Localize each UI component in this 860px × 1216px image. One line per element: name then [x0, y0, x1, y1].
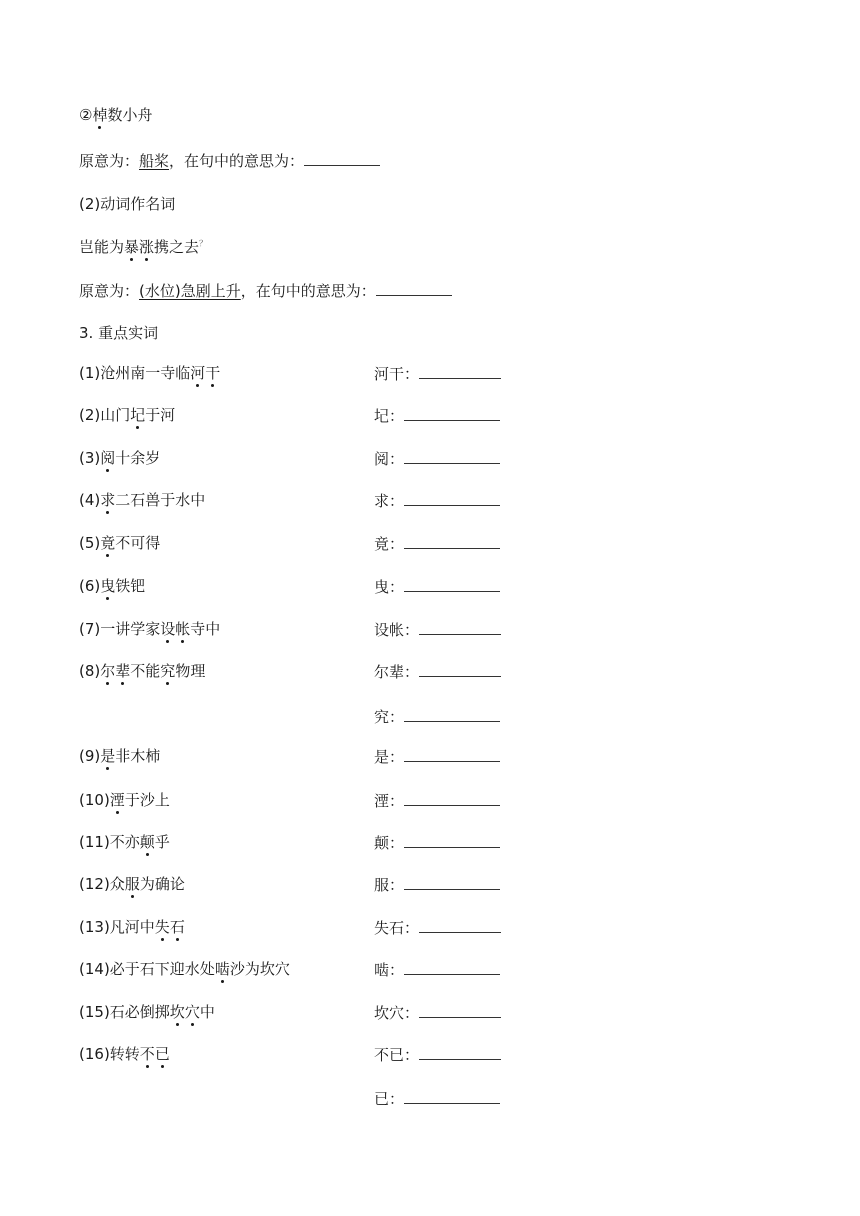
- answer-term: 坎穴：: [374, 1004, 420, 1022]
- question-part: (12)众: [79, 875, 125, 893]
- question-part: (8): [79, 662, 101, 680]
- answer-blank[interactable]: [404, 746, 500, 762]
- emphasis-char: 已: [154, 1045, 170, 1063]
- answer-term: 颠：: [374, 834, 405, 852]
- question-part: 于沙上: [124, 791, 170, 809]
- answer-term: 不已：: [374, 1046, 420, 1064]
- question-part: 寺中: [190, 620, 221, 638]
- emphasis-char: 棹: [92, 106, 108, 124]
- answer-blank[interactable]: [376, 280, 452, 296]
- question-part: (7)一讲学家: [79, 620, 161, 638]
- answer-label: [374, 1088, 500, 1109]
- answer-label: [374, 746, 500, 767]
- answer-blank[interactable]: [404, 448, 500, 464]
- answer-label: [374, 706, 500, 727]
- answer-blank[interactable]: [404, 533, 500, 549]
- answer-term: 竟：: [374, 535, 405, 553]
- answer-label: [374, 661, 501, 682]
- vocab-row: [79, 1002, 519, 1022]
- question-part: 于河: [145, 406, 176, 424]
- emphasis-char: 是: [100, 747, 116, 765]
- answer-blank[interactable]: [304, 150, 380, 166]
- answer-label: [374, 1002, 501, 1023]
- emphasis-char: 辈: [115, 662, 131, 680]
- original-meaning-line-1: [79, 150, 380, 171]
- answer-label: [374, 619, 501, 640]
- orig-label: 原意为：: [79, 282, 140, 300]
- emphasis-char: 穴: [184, 1003, 200, 1021]
- answer-label: [374, 917, 501, 938]
- vocab-row: [79, 832, 519, 852]
- answer-term: 求：: [374, 492, 405, 510]
- vocab-row: [79, 448, 519, 468]
- question-text: [79, 363, 220, 383]
- question-text: [79, 661, 205, 681]
- item-text: 数小舟: [107, 106, 153, 124]
- emphasis-char: 湮: [109, 791, 125, 809]
- question-part: (16)转转: [79, 1045, 140, 1063]
- answer-blank[interactable]: [404, 490, 500, 506]
- question-part: 中: [199, 1003, 215, 1021]
- answer-label: [374, 490, 500, 511]
- orig-word: 船桨: [139, 152, 170, 170]
- item-2-line: [79, 105, 152, 125]
- emphasis-char: 干: [205, 364, 221, 382]
- emphasis-char: 究: [160, 662, 176, 680]
- vocab-row: [79, 1044, 519, 1064]
- emphasis-char: 河: [190, 364, 206, 382]
- answer-term: 是：: [374, 748, 405, 766]
- question-part: (3): [79, 449, 101, 467]
- question-part: (11)不亦: [79, 833, 140, 851]
- question-text: [79, 832, 170, 852]
- emphasis-char: 石: [169, 918, 185, 936]
- vocab-row: [79, 405, 519, 425]
- question-part: (5): [79, 534, 101, 552]
- answer-blank[interactable]: [419, 1002, 501, 1018]
- section-2-title: (2)动词作名词: [79, 195, 176, 213]
- answer-term: 尔辈：: [374, 663, 420, 681]
- emphasis-char: 涨: [139, 238, 155, 256]
- answer-blank[interactable]: [404, 832, 500, 848]
- vocab-row: [79, 706, 519, 726]
- orig-label: 原意为：: [79, 152, 140, 170]
- emphasis-char: 坎: [169, 1003, 185, 1021]
- question-text: [79, 959, 290, 979]
- answer-label: [374, 363, 501, 384]
- answer-blank[interactable]: [419, 661, 501, 677]
- answer-term: 湮：: [374, 792, 405, 810]
- vocab-row: [79, 790, 519, 810]
- vocab-row: [79, 917, 519, 937]
- question-text: [79, 790, 170, 810]
- answer-blank[interactable]: [404, 576, 500, 592]
- question-part: (2)山门: [79, 406, 131, 424]
- question-part: 铁钯: [115, 577, 146, 595]
- question-part: 非木柿: [115, 747, 161, 765]
- vocab-row: [79, 959, 519, 979]
- answer-blank[interactable]: [419, 619, 501, 635]
- question-text: [79, 533, 160, 553]
- question-text: [79, 448, 160, 468]
- vocab-row: [79, 619, 519, 639]
- answer-term: 圮：: [374, 407, 405, 425]
- question-part: 二石兽于水中: [115, 491, 206, 509]
- emphasis-char: 不: [139, 1045, 155, 1063]
- example-sentence: [79, 234, 207, 257]
- question-part: 为确论: [139, 875, 185, 893]
- question-text: [79, 1002, 215, 1022]
- answer-label: [374, 405, 500, 426]
- answer-blank[interactable]: [404, 874, 500, 890]
- question-part: 不能: [130, 662, 161, 680]
- emphasis-char: 设: [160, 620, 176, 638]
- answer-label: [374, 832, 500, 853]
- emphasis-char: 失: [154, 918, 170, 936]
- answer-blank[interactable]: [404, 1088, 500, 1104]
- vocab-row: [79, 1088, 519, 1108]
- question-part: (1)沧州南一寺临: [79, 364, 191, 382]
- answer-label: [374, 959, 500, 980]
- vocab-row: [79, 363, 519, 383]
- answer-label: [374, 448, 500, 469]
- answer-label: [374, 1044, 501, 1065]
- question-part: (13)凡河中: [79, 918, 155, 936]
- answer-blank[interactable]: [404, 405, 500, 421]
- emphasis-char: 圮: [130, 406, 146, 424]
- vocab-row: [79, 746, 519, 766]
- question-text: [79, 746, 160, 766]
- meaning-label: ，在句中的意思为：: [169, 152, 305, 170]
- question-text: [79, 619, 220, 639]
- emphasis-char: 阅: [100, 449, 116, 467]
- question-part: (15)石必倒掷: [79, 1003, 170, 1021]
- question-text: [79, 917, 185, 937]
- vocab-row: [79, 661, 519, 681]
- question-part: (9): [79, 747, 101, 765]
- answer-term: 已：: [374, 1090, 405, 1108]
- answer-blank[interactable]: [419, 1044, 501, 1060]
- question-mark: ？: [199, 239, 208, 248]
- question-part: 十余岁: [115, 449, 161, 467]
- vocab-row: [79, 576, 519, 596]
- vocab-row: [79, 490, 519, 510]
- emphasis-char: 曳: [100, 577, 116, 595]
- answer-blank[interactable]: [419, 363, 501, 379]
- emphasis-char: 求: [100, 491, 116, 509]
- vocab-row: [79, 533, 519, 553]
- orig-word: (水位)急剧上升: [139, 282, 241, 300]
- emphasis-char: 尔: [100, 662, 116, 680]
- question-part: 沙为坎穴: [229, 960, 290, 978]
- answer-term: 失石：: [374, 919, 420, 937]
- question-text: [79, 490, 205, 510]
- emphasis-char: 暴: [124, 238, 140, 256]
- answer-label: [374, 790, 500, 811]
- emphasis-char: 颠: [139, 833, 155, 851]
- question-part: (4): [79, 491, 101, 509]
- answer-label: [374, 874, 500, 895]
- answer-term: 曳：: [374, 578, 405, 596]
- question-part: 物理: [175, 662, 206, 680]
- answer-blank[interactable]: [419, 917, 501, 933]
- question-text: [79, 1044, 170, 1064]
- answer-term: 究：: [374, 708, 405, 726]
- item-number: ②: [79, 106, 93, 124]
- answer-blank[interactable]: [404, 959, 500, 975]
- section-3-title: 3. 重点实词: [79, 324, 159, 342]
- question-part: 乎: [154, 833, 170, 851]
- question-text: [79, 874, 185, 894]
- question-part: (14)必于石下迎水处: [79, 960, 215, 978]
- answer-term: 服：: [374, 876, 405, 894]
- answer-blank[interactable]: [404, 790, 500, 806]
- sentence-part: 岂能为: [79, 238, 125, 256]
- answer-term: 阅：: [374, 450, 405, 468]
- sentence-part: 携之去: [154, 238, 200, 256]
- meaning-label: ，在句中的意思为：: [240, 282, 376, 300]
- emphasis-char: 帐: [175, 620, 191, 638]
- vocab-row: [79, 874, 519, 894]
- answer-term: 设帐：: [374, 621, 420, 639]
- question-part: 不可得: [115, 534, 161, 552]
- answer-term: 河干：: [374, 365, 420, 383]
- emphasis-char: 竟: [100, 534, 116, 552]
- question-part: (6): [79, 577, 101, 595]
- emphasis-char: 服: [124, 875, 140, 893]
- answer-term: 啮：: [374, 961, 405, 979]
- answer-blank[interactable]: [404, 706, 500, 722]
- original-meaning-line-2: [79, 280, 452, 301]
- question-text: [79, 405, 175, 425]
- question-text: [79, 576, 145, 596]
- question-part: (10): [79, 791, 110, 809]
- emphasis-char: 啮: [214, 960, 230, 978]
- answer-label: [374, 576, 500, 597]
- answer-label: [374, 533, 500, 554]
